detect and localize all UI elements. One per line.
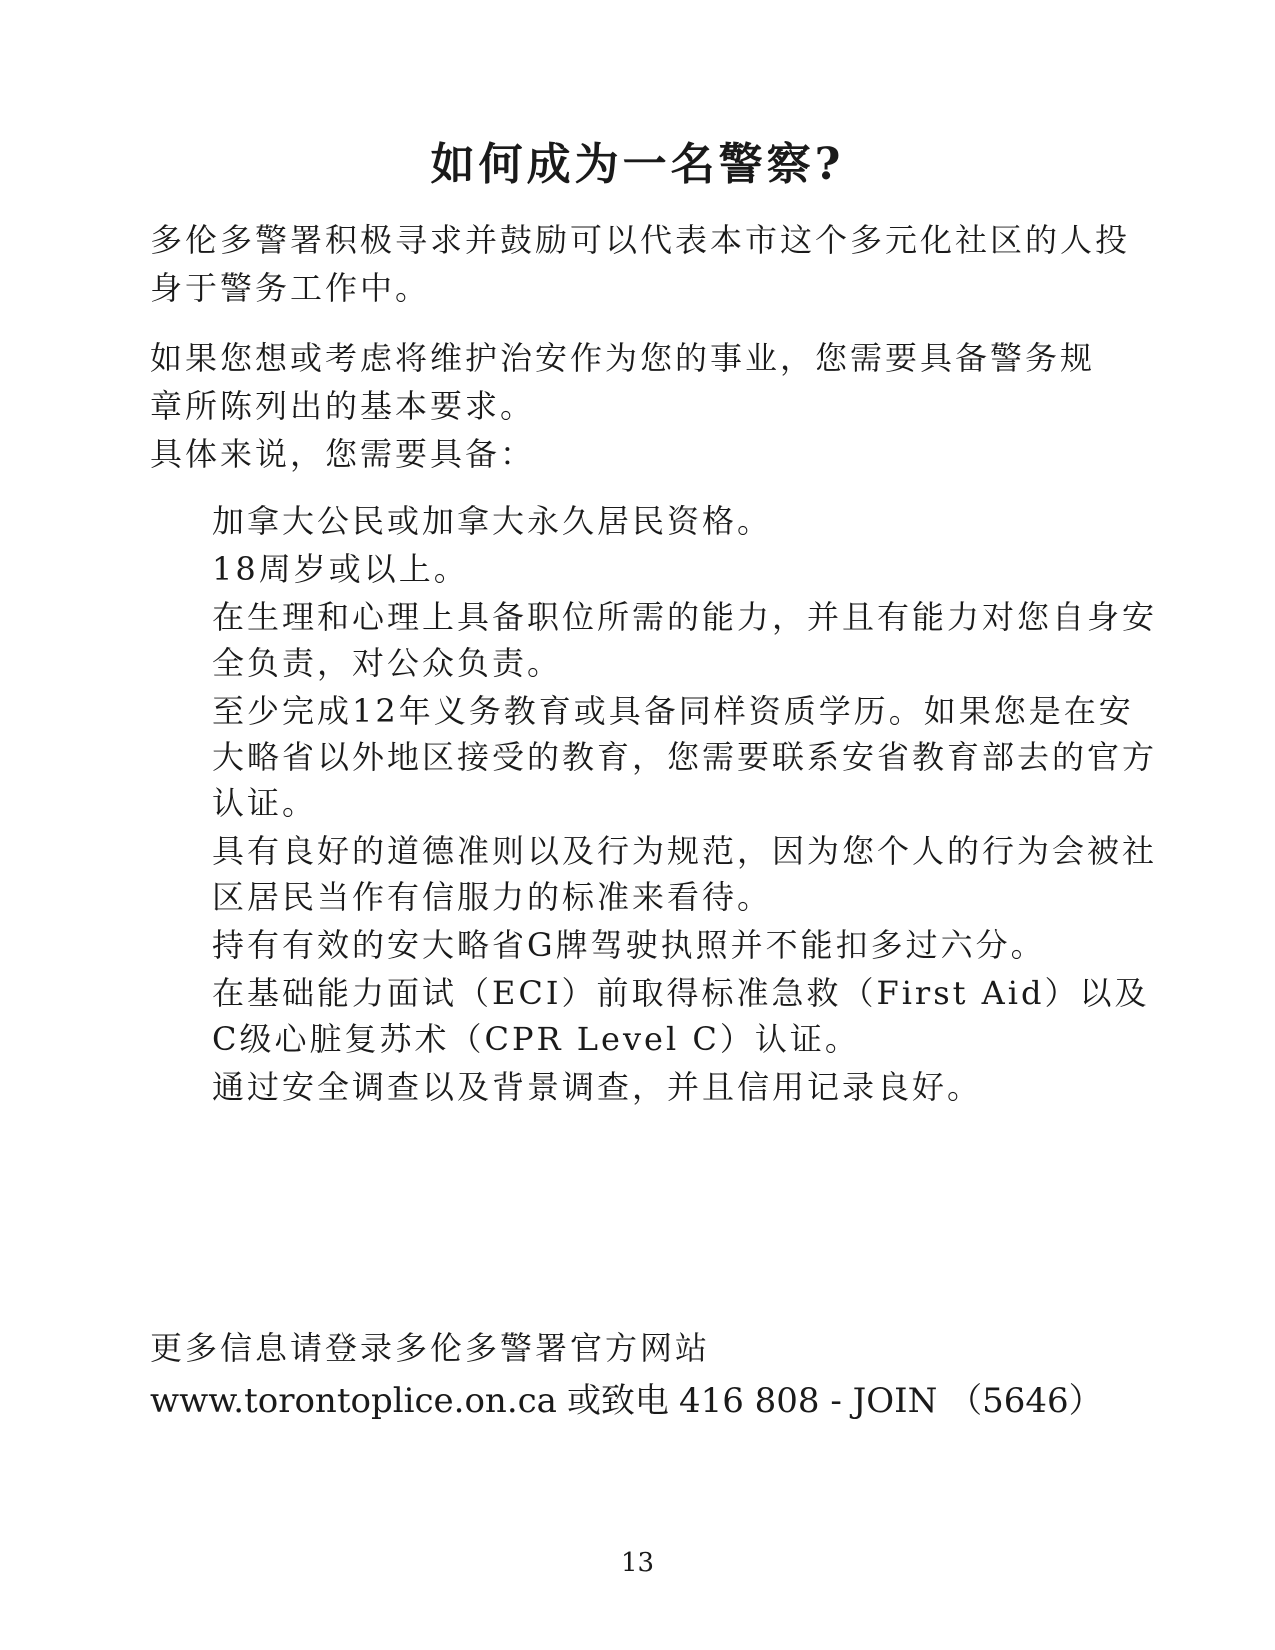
requirement-item: 在基础能力面试（ECI）前取得标准急救（First Aid）以及C级心脏复苏术（CPR Level C）认证。 (212, 974, 1150, 1058)
intro-paragraph: 多伦多警署积极寻求并鼓励可以代表本市这个多元化社区的人投身于警务工作中。 (150, 221, 1131, 307)
website-link[interactable]: www.torontoplice.on.ca (150, 1381, 557, 1421)
page-number: 13 (620, 1548, 655, 1578)
more-info-text: 更多信息请登录多伦多警署官方网站 (150, 1329, 711, 1367)
contact-line (150, 1376, 1113, 1426)
requirements-intro-paragraph: 如果您想或考虑将维护治安作为您的事业，您需要具备警务规章所陈列出的基本要求。 (150, 339, 1096, 425)
page-title: 如何成为一名警察? (430, 139, 845, 190)
requirement-item: 加拿大公民或加拿大永久居民资格。 (212, 502, 773, 540)
requirement-item: 在生理和心理上具备职位所需的能力，并且有能力对您自身安全负责，对公众负责。 (212, 598, 1158, 682)
requirement-item: 具有良好的道德准则以及行为规范，因为您个人的行为会被社区居民当作有信服力的标准来看待。 (212, 832, 1158, 916)
requirement-item: 至少完成12年义务教育或具备同样资质学历。如果您是在安大略省以外地区接受的教育，您需要联系安省教育部去的官方认证。 (212, 692, 1158, 822)
requirement-item: 通过安全调查以及背景调查，并且信用记录良好。 (212, 1068, 983, 1106)
or-call-text: 或致电 (566, 1381, 669, 1421)
phone-number: 416 808 - JOIN （5646） (678, 1381, 1103, 1421)
requirement-item: 持有有效的安大略省G牌驾驶执照并不能扣多过六分。 (212, 926, 1046, 964)
requirement-item: 18周岁或以上。 (212, 550, 469, 588)
requirements-list (212, 498, 1162, 1112)
requirements-lead-in: 具体来说，您需要具备： (150, 435, 536, 473)
